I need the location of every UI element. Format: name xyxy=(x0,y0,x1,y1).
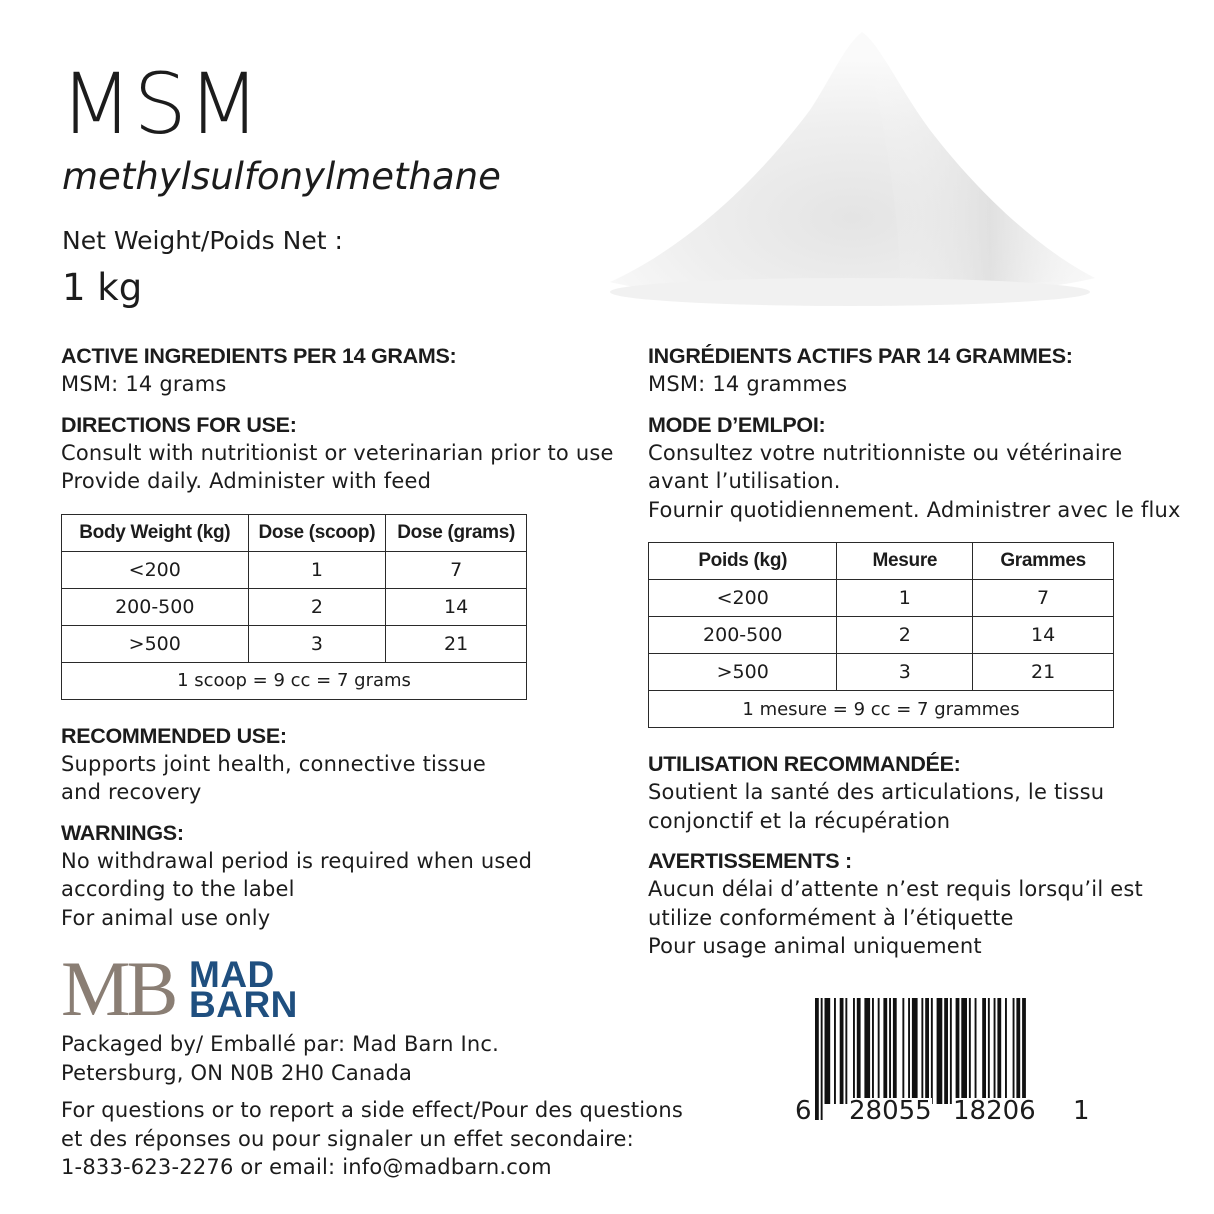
recommended-use-heading: RECOMMENDED USE: xyxy=(61,723,287,748)
table-cell: <200 xyxy=(649,580,837,617)
barcode-digit-last: 1 xyxy=(1073,1096,1090,1126)
recommended-line: Soutient la santé des articulations, le tissu xyxy=(648,780,1105,804)
barcode-bar xyxy=(997,998,1001,1104)
barcode-bar xyxy=(893,998,897,1104)
warnings-line: Pour usage animal uniquement xyxy=(648,934,982,958)
contact-block xyxy=(61,1096,683,1182)
table-row xyxy=(62,625,527,662)
table-header: Grammes xyxy=(973,543,1114,580)
directions-line: Provide daily. Administer with feed xyxy=(61,469,432,493)
table-cell: <200 xyxy=(62,551,249,588)
packaged-by-block xyxy=(61,1030,499,1087)
barcode-bar xyxy=(912,998,918,1104)
active-ingredients-text: MSM: 14 grammes xyxy=(648,372,848,396)
recommended-line: and recovery xyxy=(61,780,202,804)
warnings-line: utilize conformément à l’étiquette xyxy=(648,905,1014,930)
logo-monogram: MB xyxy=(61,945,175,1032)
contact-line: et des réponses ou pour signaler un effet secondaire: xyxy=(61,1126,634,1151)
table-header: Mesure xyxy=(837,543,973,580)
directions-heading: DIRECTIONS FOR USE: xyxy=(61,412,297,437)
product-subtitle: methylsulfonylmethane xyxy=(62,155,501,198)
contact-line: For questions or to report a side effect/Pour des questions xyxy=(61,1098,683,1122)
barcode-bar xyxy=(982,998,986,1104)
table-cell: 14 xyxy=(386,588,527,625)
warnings-line: according to the label xyxy=(61,877,295,901)
barcode-bar xyxy=(956,998,960,1104)
recommended-line: conjonctif et la récupération xyxy=(648,808,951,833)
barcode-bar xyxy=(975,998,977,1104)
active-ingredients-heading: ACTIVE INGREDIENTS PER 14 GRAMS: xyxy=(61,344,457,368)
packaged-line: Packaged by/ Emballé par: Mad Barn Inc. xyxy=(61,1032,500,1056)
barcode-bar xyxy=(821,998,823,1120)
warnings-heading: AVERTISSEMENTS : xyxy=(648,849,852,873)
table-cell: 2 xyxy=(248,588,386,625)
english-column xyxy=(61,342,621,944)
barcode-bar xyxy=(834,998,836,1104)
active-ingredients-heading: INGRÉDIENTS ACTIFS PAR 14 GRAMMES: xyxy=(648,344,1073,368)
table-row xyxy=(649,580,1114,617)
barcode-bar xyxy=(944,998,948,1104)
barcode-bar xyxy=(845,998,847,1104)
packaged-line: Petersburg, ON N0B 2H0 Canada xyxy=(61,1060,413,1085)
directions-line: Consultez votre nutritionniste ou vétérinaire xyxy=(648,440,1123,465)
barcode-bar xyxy=(889,998,891,1104)
barcode-bar xyxy=(853,998,855,1104)
table-cell: 14 xyxy=(973,617,1114,654)
barcode-bars xyxy=(793,998,1091,1128)
powder-pile-image xyxy=(600,20,1100,340)
barcode-bar xyxy=(1005,998,1007,1104)
barcode xyxy=(793,998,1091,1128)
table-cell: 7 xyxy=(973,580,1114,617)
table-row xyxy=(62,588,527,625)
table-cell: 21 xyxy=(973,654,1114,691)
directions-line: Fournir quotidiennement. Administrer avec le flux xyxy=(648,497,1181,522)
logo-word-mad: MAD xyxy=(189,954,275,995)
barcode-group-right: 18206 xyxy=(953,1096,1036,1126)
barcode-bar xyxy=(961,998,967,1104)
warnings-line: For animal use only xyxy=(61,905,271,930)
barcode-bar xyxy=(825,998,831,1104)
barcode-bar xyxy=(908,998,910,1104)
table-cell: >500 xyxy=(62,625,249,662)
recommended-use-heading: UTILISATION RECOMMANDÉE: xyxy=(648,752,961,776)
table-cell: 200-500 xyxy=(62,588,249,625)
active-ingredients-text: MSM: 14 grams xyxy=(61,372,227,396)
barcode-digit-first: 6 xyxy=(795,1096,812,1126)
barcode-bar xyxy=(864,998,870,1104)
table-cell: 2 xyxy=(837,617,973,654)
table-cell: 1 xyxy=(837,580,973,617)
table-header: Dose (scoop) xyxy=(248,514,386,551)
table-cell: 7 xyxy=(386,551,527,588)
table-note: 1 scoop = 9 cc = 7 grams xyxy=(62,662,527,699)
barcode-bar xyxy=(902,998,904,1104)
mad-barn-logo xyxy=(61,945,331,1032)
dose-table xyxy=(648,542,1114,728)
barcode-bar xyxy=(840,998,844,1104)
barcode-bar xyxy=(969,998,971,1104)
barcode-group-left: 28055 xyxy=(849,1096,932,1126)
warnings-line: Aucun délai d’attente n’est requis lorsqu’il est xyxy=(648,877,1143,901)
table-header: Body Weight (kg) xyxy=(62,514,249,551)
table-header: Poids (kg) xyxy=(649,543,837,580)
barcode-bar xyxy=(1013,998,1015,1104)
directions-line: Consult with nutritionist or veterinarian prior to use xyxy=(61,440,614,465)
table-cell: 21 xyxy=(386,625,527,662)
recommended-line: Supports joint health, connective tissue xyxy=(61,751,486,776)
net-weight-value: 1 kg xyxy=(62,266,143,309)
warnings-heading: WARNINGS: xyxy=(61,820,184,845)
table-cell: 3 xyxy=(248,625,386,662)
dose-table xyxy=(61,514,527,700)
table-row xyxy=(649,654,1114,691)
french-column xyxy=(648,342,1208,973)
directions-heading: MODE D’EMLPOI: xyxy=(648,412,826,437)
table-cell: >500 xyxy=(649,654,837,691)
barcode-bar xyxy=(937,998,943,1104)
barcode-bar xyxy=(872,998,874,1104)
warnings-line: No withdrawal period is required when used xyxy=(61,848,533,873)
barcode-bar xyxy=(878,998,880,1104)
table-note: 1 mesure = 9 cc = 7 grammes xyxy=(649,691,1114,728)
table-header: Dose (grams) xyxy=(386,514,527,551)
table-row xyxy=(649,617,1114,654)
barcode-bar xyxy=(988,998,990,1104)
product-title: MSM xyxy=(60,55,262,153)
table-cell: 1 xyxy=(248,551,386,588)
table-cell: 3 xyxy=(837,654,973,691)
barcode-bar xyxy=(994,998,996,1104)
barcode-bar xyxy=(857,998,861,1104)
contact-line: 1-833-623-2276 or email: info@madbarn.com xyxy=(61,1155,552,1179)
directions-line: avant l’utilisation. xyxy=(648,469,841,493)
barcode-bar xyxy=(950,998,952,1104)
table-row xyxy=(62,551,527,588)
net-weight-label: Net Weight/Poids Net : xyxy=(62,226,343,255)
logo-word-barn: BARN xyxy=(189,984,298,1025)
barcode-bar xyxy=(883,998,887,1104)
table-cell: 200-500 xyxy=(649,617,837,654)
barcode-bar xyxy=(815,998,819,1120)
barcode-bar xyxy=(931,998,933,1104)
